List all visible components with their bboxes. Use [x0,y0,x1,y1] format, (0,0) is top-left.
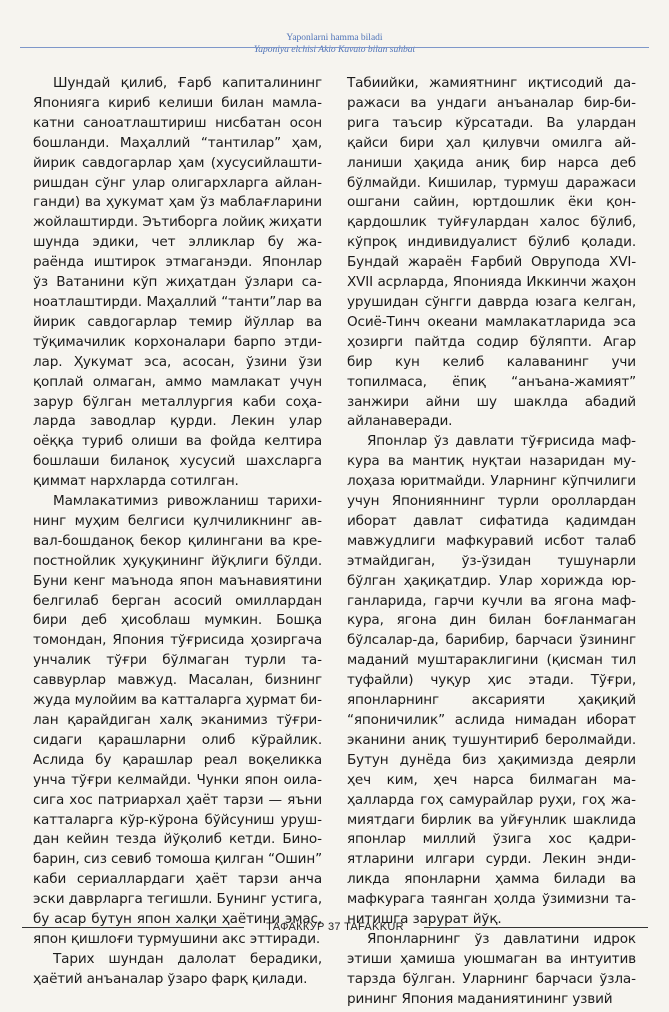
paragraph: Шундай қилиб, Ғарб капиталининг Японияга кириб келиши билан мамлакатни саноатлаштириш нисбатан осон бошланди. Маҳаллий “тантилар” ҳам, йирик савдогарлар ҳам (хусусийлаштиришдан сўнг улар олигархларга айланганди) ва ҳукумат ҳам ўз маблағларини жойлаштирди. Эътиборга лойиқ жиҳати шунда эдики, чет элликлар бу жараёнда иштирок этмаганэди. Японлар ўз Ватанини кўп жиҳатдан ўзлари саноатлаштирди. Маҳаллий “танти”лар ва йирик савдогарлар темир йўллар ва тўқимачилик корхоналари барпо этдилар. Ҳукумат эса, асосан, ўзини ўзи қоплай олмаган, аммо мамлакат учун зарур бўлган металлургия каби соҳаларда заводлар қурди. Лекин улар оёққа туриб олиши ва фойда келтира бошлаши биланоқ хусусий шахсларга қиммат нархларда сотилган. [33,75,322,490]
header-subtitle: Yaponiya elchisi Akio Kavato bilan suhbat [253,45,416,55]
footer-rule-left [22,927,244,928]
paragraph: Японларнинг ўз давлатини идрок этиши ҳамиша уюшмаган ва интуитив тарзда бўлган. Уларнинг барчаси ўзларининг Япония маданиятининг узвий [347,930,636,1007]
page-footer [0,919,669,935]
header-divider [20,47,649,48]
running-header [0,32,669,56]
paragraph: Табиийки, жамиятнинг иқтисодий даражаси ва ундаги анъаналар бир-бирига таъсир кўрсатади. Ва улардан қайси бири ҳал қилувчи омилга айланиши ҳақида аниқ бир нарса деб бўлмайди. Кишилар, турмуш даражаси ошгани сайин, юртдошлик ёки қонқардошлик туйғулардан халос бўлиб, кўпроқ индивидуалист бўлиб қолади. Бундай жараён Ғарбий Оврупода XVI-XVII асрларда, Японияда Иккинчи жаҳон урушидан сўнгги даврда юзага келган, Осиё-Тинч океани мамлакатларида эса ҳозирги пайтда содир бўляпти. Агар бир кун келиб калаванинг учи топилмаса, ёпиқ “анъана-жамият” занжири айни шу шаклда абадий айланаверади. [347,75,636,430]
header-title: Yaponlarni hamma biladi [286,33,383,43]
footer-rule-right [424,927,648,928]
right-column [347,74,636,1010]
paragraph: Мамлакатимиз ривожланиш тарихининг муҳим белгиси қулчиликнинг аввал-бошданоқ бекор қилингани ва крепостнойлик ҳуқуқининг йўқлиги бўлди. Буни кенг маънода япон маънавиятини белгилаб берган асосий омиллардан бири деб ҳисоблаш мумкин. Бошқа томондан, Япония тўғрисида ҳозиргача унчалик тўғри бўлмаган турли тасаввурлар мавжуд. Масалан, бизнинг жуда мулойим ва катталарга ҳурмат билан қарайдиган халқ эканимиз тўғрисидаги қарашларни олиб кўрайлик. Аслида бу қарашлар реал воқеликка унча тўғри келмайди. Чунки япон оиласига хос патриархал ҳаёт тарзи — яъни катталарга кўр-кўрона бўйсуниш урушдан кейин тезда йўқолиб кетди. Бинобарин, сиз севиб томоша қилган “Ошин” каби сериаллардаги ҳаёт тарзи анча эски даврларга тегишли. Бунинг устига, бу асар бутун япон халқи ҳаётини эмас, япон қишлоғи турмушини акс эттиради. [33,493,322,947]
footer-text: ТАФАККУР 37 TAFAKKUR [266,921,404,933]
paragraph: Тарих шундан далолат берадики, ҳаётий анъаналар ўзаро фарқ қилади. [33,950,322,987]
paragraph: Японлар ўз давлати тўғрисида мафкура ва мантиқ нуқтаи назаридан мулоҳаза юритмайди. Уларнинг кўпчилиги учун Японияннинг турли ороллардан иборат давлат сифатида қадимдан мавжудлиги мафкуравий исбот талаб этмайдиган, ўз-ўзидан тушунарли бўлган ҳақиқатдир. Улар хорижда юрганларида, гарчи кучли ва ягона мафкура, ягона дин билан боғланмаган бўлсалар-да, барибир, барчаси ўзининг маданий муштараклигини (қисман тил туфайли) чуқур ҳис этади. Тўғри, японларнинг аксарияти ҳақиқий “японичилик” аслида нимадан иборат эканини аниқ тушунтириб беролмайди. Бутун дунёда биз ҳақимизда деярли ҳеч ким, ҳеч нарса билмаган маҳалларда гоҳ самурайлар руҳи, гоҳ жамиятдаги бирлик ва уйғунлик шаклида японлар миллий ўзига хос қадриятларини илгари сурди. Лекин эндиликда японларни ҳамма билади ва мафкурага таянган ҳолда ўзимизни танитишга зарурат йўқ. [347,433,636,928]
left-column [33,74,322,990]
